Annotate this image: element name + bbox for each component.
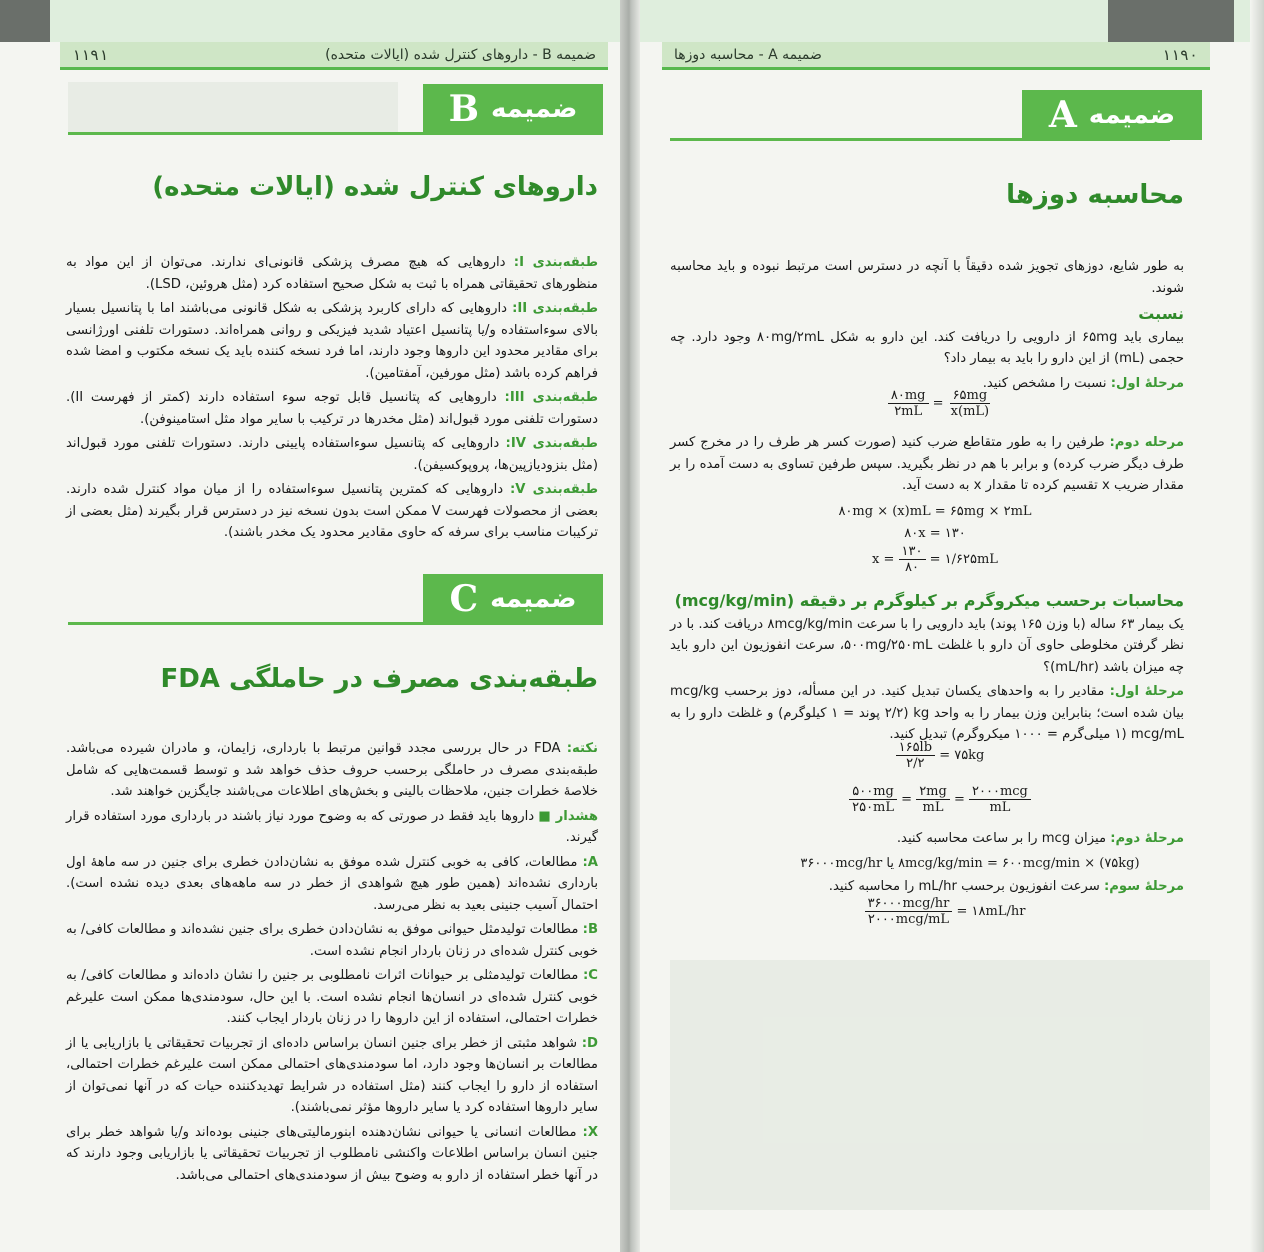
mcg-heading: محاسبات برحسب میکروگرم بر کیلوگرم بر دقیقه (mcg/kg/min) [674, 591, 1184, 610]
category-c-text: مطالعات تولیدمثلی بر حیوانات اثرات نامطلوبی بر جنین را نشان داده‌اند و مطالعات کافی/ به خوبی کنترل شده‌ای در انسان‌ها انجام نشده است. با این حال، سودمندی‌ها ممکن است علیرغم خطرات احتمالی، استفاده از این داروها را در زنان باردار ایجاب کنند. [66, 968, 598, 1026]
category-b [66, 919, 598, 962]
mcg-eq2-num-1: ۵۰۰mg [849, 784, 897, 800]
note-text: FDA در حال بررسی مجدد قوانین مرتبط با بارداری، زایمان، و مادران شیرده می‌باشد. طبقه‌بندی مصرف در حاملگی برحسب حروف حذف خواهد شد و توسط قسمت‌هایی که شامل خلاصهٔ خطرات جنین، ملاحظات بالینی و بخش‌های اطلاعات می‌باشند جایگزین خواهند شد. [66, 741, 598, 799]
mcg-eq2-num-3: ۲۰۰۰mcg [969, 784, 1031, 800]
running-header-title: ضمیمه B - داروهای کنترل شده (ایالات متحده) [325, 46, 596, 63]
appendix-b-word: ضمیمه [491, 94, 578, 124]
schedule-2-text: داروهایی که دارای کاربرد پزشکی به شکل قانونی می‌باشند اما با پتانسیل بسیار بالای سوءاستفاده و/یا پتانسیل اعتیاد شدید فیزیکی و روانی همراه‌اند. دستورات تلفنی اورژانسی برای مقادیر محدود این داروها وجود دارند، اما فرد نسخه کننده باید یک نسخه مکتوب و امضا شده فراهم کرده باشد (مثل مورفین، آمفتامین). [66, 301, 598, 381]
note-label: نکته: [566, 741, 598, 756]
pregnancy-categories [66, 738, 598, 1189]
mcg-eq4-den: ۲۰۰۰mcg/mL [867, 912, 950, 927]
mcg-eq4-rhs: = ۱۸mL/hr [956, 904, 1026, 919]
eq1-num-2: ۶۵mg [950, 388, 991, 404]
mcg-eq2-den-3: mL [989, 800, 1011, 815]
appendix-b-letter: B [448, 88, 480, 130]
mcg-eq2-den-1: ۲۵۰mL [852, 800, 895, 815]
schedule-2-label: طبقه‌بندی II: [512, 301, 598, 316]
book-gutter [620, 0, 640, 1252]
schedule-4 [66, 433, 598, 476]
page-edge-shadow [1108, 0, 1234, 42]
category-c-label: C: [583, 968, 598, 983]
category-a-text: مطالعات، کافی به خوبی کنترل شده موفق به نشان‌دادن خطری برای جنین در سه ماههٔ اول بارداری نشده‌اند (همین طور هیچ شواهدی از خطر در سه ماهه‌های بعدی دیده نشده است). احتمال آسیب جنینی بعید به نظر می‌رسد. [66, 854, 598, 913]
mcg-step-1 [670, 681, 1184, 746]
eq4-lhs: x = [872, 552, 895, 567]
section-b-title: داروهای کنترل شده (ایالات متحده) [152, 172, 598, 202]
schedule-1 [66, 252, 598, 295]
mcg-section [670, 586, 1184, 749]
ratio-heading: نسبت [1138, 304, 1184, 323]
schedules-list [66, 252, 598, 547]
category-x [66, 1122, 598, 1187]
category-b-label: B: [582, 922, 598, 937]
intro: به طور شایع، دوزهای تجویز شده دقیقاً با آنچه در دسترس است مرتبط نبوده و باید محاسبه شوند. [670, 259, 1184, 296]
fda-note [66, 738, 598, 803]
mcg-equation-3: (۷۵kg) × ۸mcg/kg/min = ۶۰۰mcg/min یا ۳۶۰۰۰mcg/hr [800, 856, 1140, 871]
top-band [0, 0, 620, 42]
warning-label: هشدار ■ [538, 808, 598, 824]
mcg-equation-4 [830, 896, 1060, 927]
page-edge [1250, 0, 1264, 1252]
warning-text: داروها باید فقط در صورتی که به وضوح مورد نیاز باشند در بارداری مورد استفاده قرار گیرند. [66, 808, 598, 845]
eq1-den-1: ۲mL [894, 404, 923, 419]
category-a-label: A: [582, 854, 598, 870]
schedule-5 [66, 479, 598, 544]
eq1-num-1: ۸۰mg [888, 388, 929, 404]
section-a-title: محاسبه دوزها [1006, 180, 1184, 210]
mcg-equation-2: $\frac{۵۰۰mg}{۲۵۰mL}$ = $\frac{۲mg}{mL}$ = $\frac{\text{۲۰۰۰mcg}}{mL}$ [800, 784, 1080, 815]
eq1-den-2: x(mL) [950, 404, 990, 419]
bleed-through [68, 82, 398, 132]
ratio-step-2 [670, 432, 1184, 497]
mcg-step-3-label: مرحلهٔ سوم: [1103, 879, 1184, 894]
ratio-step-2-block [670, 432, 1184, 500]
eq4-num: ۱۳۰ [899, 544, 926, 560]
eq4-den: ۸۰ [905, 560, 919, 575]
schedule-3-label: طبقه‌بندی III: [504, 390, 598, 405]
appendix-a-letter: A [1048, 94, 1077, 136]
mcg-eq2-den-2: mL [922, 800, 944, 815]
category-a [66, 852, 598, 917]
ratio-step-2-text: طرفین را به طور متقاطع ضرب کنید (صورت کسر هر طرف را در مخرج کسر طرف دیگر ضرب کرده) و برابر با هم در نظر بگیرید. سپس طرفین تساوی به دست آمده را بر مقدار ضریب x تقسیم کرده تا مقدار x به دست آید. [670, 435, 1184, 493]
schedule-3-text: داروهایی که پتانسیل قابل توجه سوء استفاده دارند (کمتر از فهرست II). دستورات تلفنی مورد قبول‌اند (مثل مخدرها در ترکیب با سایر مواد مثل استامینوفن). [66, 390, 598, 427]
fda-warning [66, 806, 598, 849]
page-number: ۱۱۹۱ [72, 45, 109, 64]
mcg-problem: یک بیمار ۶۳ ساله (با وزن ۱۶۵ پوند) باید دارویی را با سرعت ۸mcg/kg/min دریافت کند. با در نظر گرفتن مخلوطی حاوی آن دارو با غلظت ۵۰۰mg/۲۵۰mL، سرعت انفوزیون این دارو باید چه میزان باشد (mL/hr)؟ [670, 616, 1184, 675]
ratio-step-1-label: مرحلهٔ اول: [1110, 375, 1184, 391]
appendix-c-word: ضمیمه [490, 584, 577, 614]
mcg-equation-1 [840, 740, 1040, 771]
mcg-step-1-label: مرحلهٔ اول: [1109, 684, 1184, 699]
category-c [66, 965, 598, 1030]
ratio-step-2-label: مرحله دوم: [1109, 435, 1184, 450]
right-page [640, 0, 1264, 1252]
ratio-equation-2: ۸۰mg × (x)mL = ۶۵mg × ۲mL [838, 504, 1032, 519]
mcg-step-2 [670, 828, 1184, 850]
schedule-4-label: طبقه‌بندی IV: [505, 436, 598, 451]
category-d-text: شواهد مثبتی از خطر برای جنین انسان براساس داده‌ای از تجربیات تحقیقاتی یا بازاریابی یا از مطالعات بر انسان‌ها وجود دارد، اما سودمندی‌های احتمالی ممکن است علیرغم خطرات احتمالی، استفاده از دارو را ایجاب کنند (مثل استفاده در شرایط تهدیدکننده حیات که در آنها نمی‌توان از سایر داروها استفاده کرد یا سایر داروها مؤثر نمی‌باشند). [66, 1035, 598, 1115]
mcg-eq4-num: ۳۶۰۰۰mcg/hr [865, 896, 953, 912]
category-x-label: X: [582, 1124, 598, 1140]
appendix-c-banner [423, 574, 603, 624]
category-b-text: مطالعات تولیدمثل حیوانی موفق به نشان‌دادن خطری برای جنین نشده‌اند و مطالعات کافی/ به خوبی کنترل شده‌ای در زنان باردار انجام نشده است. [66, 922, 598, 959]
mcg-step-3 [670, 876, 1184, 898]
appendix-c-letter: C [449, 578, 479, 620]
ratio-equation-3: ۸۰x = ۱۳۰ [904, 526, 966, 541]
ratio-equation-1: $\frac{۸۰mg}{۲mL}$ = $\frac{۶۵mg}{x(mL)}$ [840, 388, 1040, 419]
running-header [662, 42, 1210, 70]
page-edge-shadow [0, 0, 50, 42]
schedule-2 [66, 298, 598, 384]
page-number: ۱۱۹۰ [1161, 45, 1198, 64]
category-d-label: D: [581, 1035, 598, 1051]
mcg-eq1-den: ۲/۲ [906, 756, 925, 771]
mcg-step-2-label: مرحلهٔ دوم: [1110, 831, 1184, 846]
left-page [0, 0, 620, 1252]
ratio-problem: بیماری باید ۶۵mg از دارویی را دریافت کند. این دارو به شکل ۸۰mg/۲mL وجود دارد. چه حجمی (mL) از این دارو را باید به بیمار داد؟ [670, 329, 1184, 366]
schedule-5-text: داروهایی که کمترین پتانسیل سوءاستفاده را از میان مواد کنترل شده دارند. بعضی از محصولات فهرست V ممکن است بدون نسخه نیز در دسترس قرار بگیرند (مثل بعضی از ترکیبات مناسب برای سرفه که حاوی مقادیر محدود یک مخدر باشند). [66, 482, 598, 540]
ratio-section [670, 256, 1184, 397]
schedule-1-label: طبقه‌بندی I: [513, 255, 598, 270]
eq4-rhs: = ۱/۶۲۵mL [929, 552, 998, 567]
mcg-step-3-text: سرعت انفوزیون برحسب mL/hr را محاسبه کنید. [828, 879, 1100, 894]
ratio-step-1-text: نسبت را مشخص کنید. [982, 375, 1107, 391]
section-c-title: طبقه‌بندی مصرف در حاملگی FDA [160, 664, 598, 694]
mcg-eq1-rhs: = ۷۵kg [939, 748, 985, 763]
schedule-1-text: داروهایی که هیچ مصرف پزشکی قانونی‌ای ندارند. می‌توان از این مواد به منظورهای تحقیقاتی همراه با ثبت به شکل صحیح استفاده کرد (مثل هروئین، LSD). [66, 255, 598, 292]
category-x-text: مطالعات انسانی یا حیوانی نشان‌دهنده ابنورمالیتی‌های جنینی بوده‌اند و/یا شواهد خطر برای جنین انسان براساس اطلاعات واکنشی نامطلوب از تجربیات تحقیقاتی یا بازاریابی وجود دارند که در آنها خطر استفاده از دارو به وضوح بیش از سودمندی‌های احتمالی می‌باشد. [66, 1124, 598, 1183]
mcg-step-2-text: میزان mcg را بر ساعت محاسبه کنید. [896, 831, 1107, 846]
mcg-eq2-num-2: ۲mg [916, 784, 950, 800]
running-header [60, 42, 608, 70]
schedule-5-label: طبقه‌بندی V: [509, 482, 598, 497]
mcg-eq1-num: ۱۶۵lb [896, 740, 935, 756]
running-header-title: ضمیمه A - محاسبه دوزها [674, 46, 822, 63]
mcg-step-1-text: مقادیر را به واحدهای یکسان تبدیل کنید. در این مسأله، دوز برحسب mcg/kg بیان شده است؛ بنابراین وزن بیمار را به واحد kg (۲/۲ پوند = ۱ کیلوگرم) و غلظت دارو را به mcg/mL (۱ میلی‌گرم = ۱۰۰۰ میکروگرم) تبدیل کنید. [670, 684, 1185, 742]
bleed-through [670, 960, 1210, 1210]
ratio-equation-4 [770, 544, 1100, 575]
category-d [66, 1033, 598, 1119]
schedule-3 [66, 387, 598, 430]
mcg-step-2-block [670, 828, 1184, 853]
schedule-4-text: داروهایی که پتانسیل سوءاستفاده پایینی دارند. دستورات تلفنی مورد قبول‌اند (مثل بنزودیازپین‌ها، پروپوکسیفن). [66, 436, 598, 473]
appendix-a-banner [1022, 90, 1202, 140]
appendix-b-banner [423, 84, 603, 134]
appendix-a-word: ضمیمه [1088, 100, 1176, 130]
